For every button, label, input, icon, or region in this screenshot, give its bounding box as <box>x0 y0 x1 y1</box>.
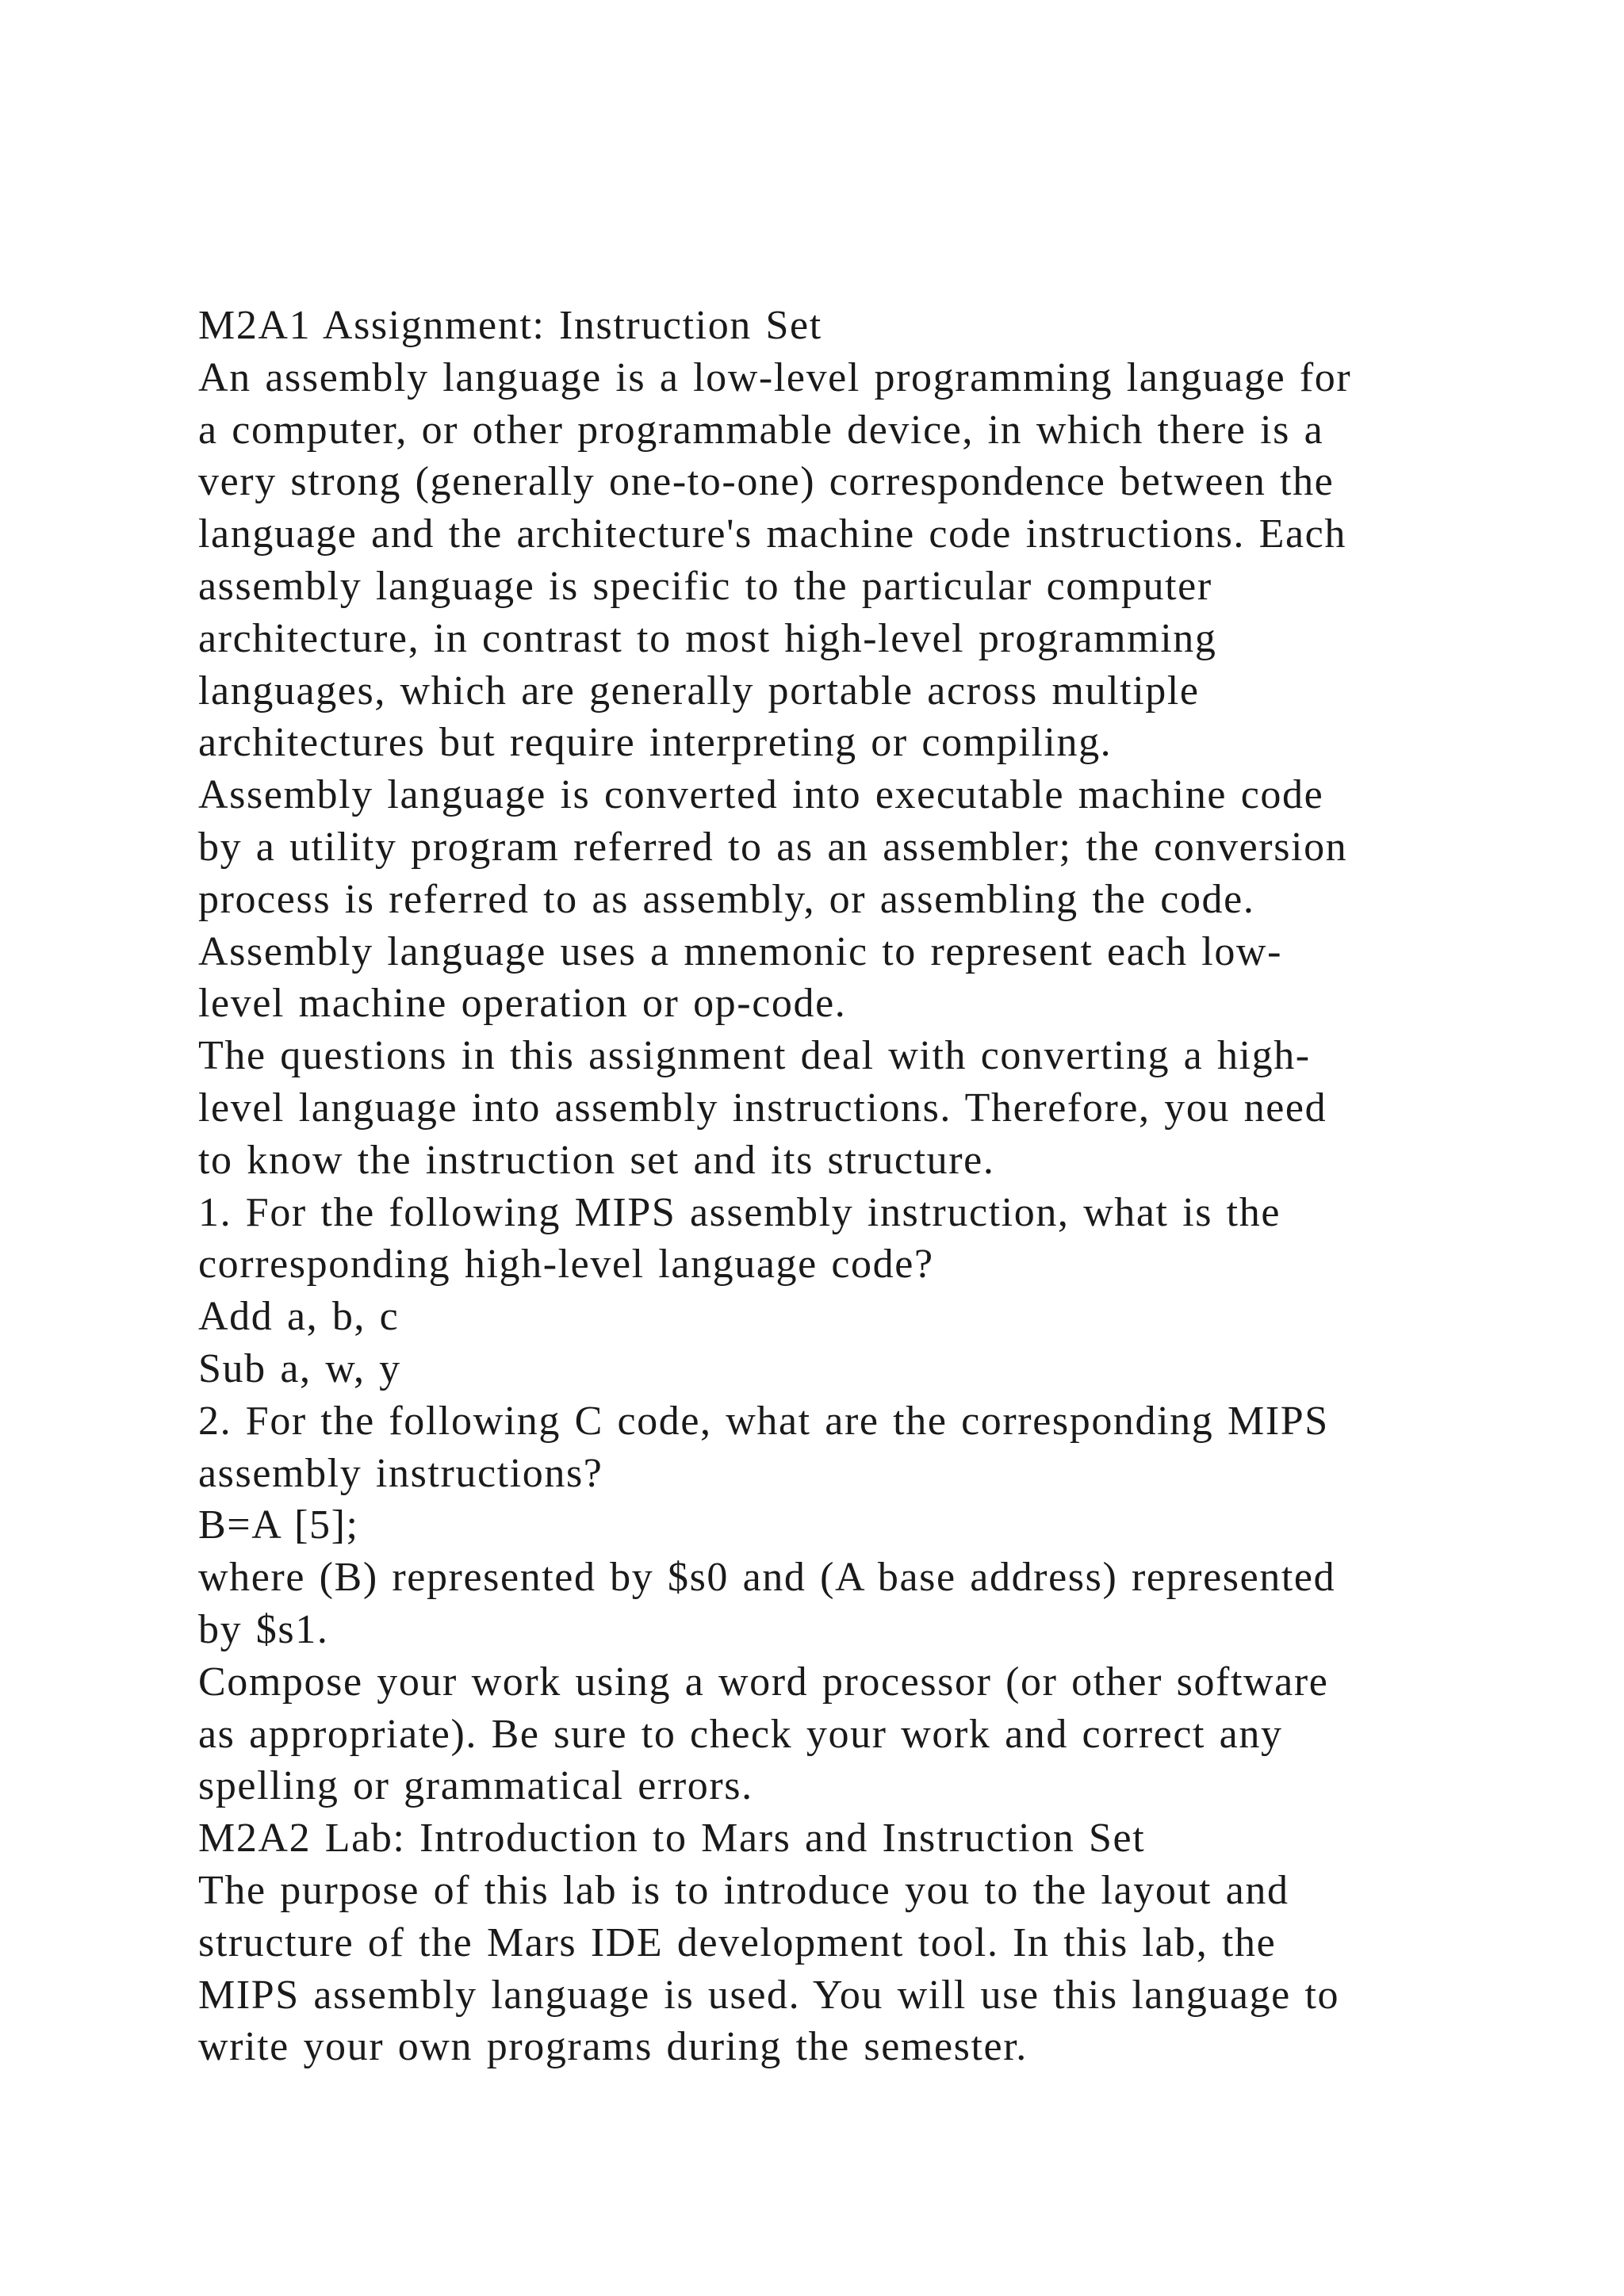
text-line: architectures but require interpreting or compiling. <box>198 720 1113 766</box>
text-line: by a utility program referred to as an assembler; the conversion <box>198 824 1348 870</box>
text-line: The purpose of this lab is to introduce you to the layout and <box>198 1867 1289 1913</box>
text-line: assembly instructions? <box>198 1450 603 1496</box>
text-line: Assembly language is converted into executable machine code <box>198 772 1324 818</box>
document-body <box>198 300 1499 2073</box>
text-line: spelling or grammatical errors. <box>198 1763 753 1809</box>
heading-m2a1: M2A1 Assignment: Instruction Set <box>198 303 822 348</box>
heading-m2a2: M2A2 Lab: Introduction to Mars and Instruction Set <box>198 1816 1146 1862</box>
text-line: very strong (generally one-to-one) correspondence between the <box>198 459 1335 505</box>
text-line: process is referred to as assembly, or assembling the code. <box>198 876 1255 922</box>
text-line: level machine operation or op-code. <box>198 981 847 1027</box>
question-2: 2. For the following C code, what are the corresponding MIPS <box>198 1398 1329 1444</box>
text-line: An assembly language is a low-level programming language for <box>198 354 1352 400</box>
text-line: architecture, in contrast to most high-level programming <box>198 615 1217 661</box>
code-line: B=A [5]; <box>198 1502 359 1548</box>
text-line: write your own programs during the semester. <box>198 2024 1028 2070</box>
text-line: languages, which are generally portable across multiple <box>198 668 1200 714</box>
text-line: by $s1. <box>198 1606 329 1652</box>
text-line: Compose your work using a word processor (or other software <box>198 1659 1329 1705</box>
text-line: assembly language is specific to the particular computer <box>198 563 1212 609</box>
question-1: 1. For the following MIPS assembly instruction, what is the <box>198 1189 1281 1235</box>
text-line: to know the instruction set and its structure. <box>198 1137 995 1183</box>
text-line: as appropriate). Be sure to check your work and correct any <box>198 1711 1283 1757</box>
text-line: corresponding high-level language code? <box>198 1242 934 1288</box>
text-line: structure of the Mars IDE development tool. In this lab, the <box>198 1919 1277 1965</box>
text-line: a computer, or other programmable device, in which there is a <box>198 407 1324 453</box>
code-line: Sub a, w, y <box>198 1345 401 1391</box>
text-line: Assembly language uses a mnemonic to represent each low- <box>198 928 1282 974</box>
text-line: where (B) represented by $s0 and (A base address) represented <box>198 1555 1336 1601</box>
text-line: The questions in this assignment deal with converting a high- <box>198 1033 1311 1079</box>
code-line: Add a, b, c <box>198 1294 400 1340</box>
text-line: level language into assembly instructions. Therefore, you need <box>198 1085 1327 1131</box>
text-line: language and the architecture's machine code instructions. Each <box>198 511 1346 557</box>
text-line: MIPS assembly language is used. You will use this language to <box>198 1972 1340 2018</box>
